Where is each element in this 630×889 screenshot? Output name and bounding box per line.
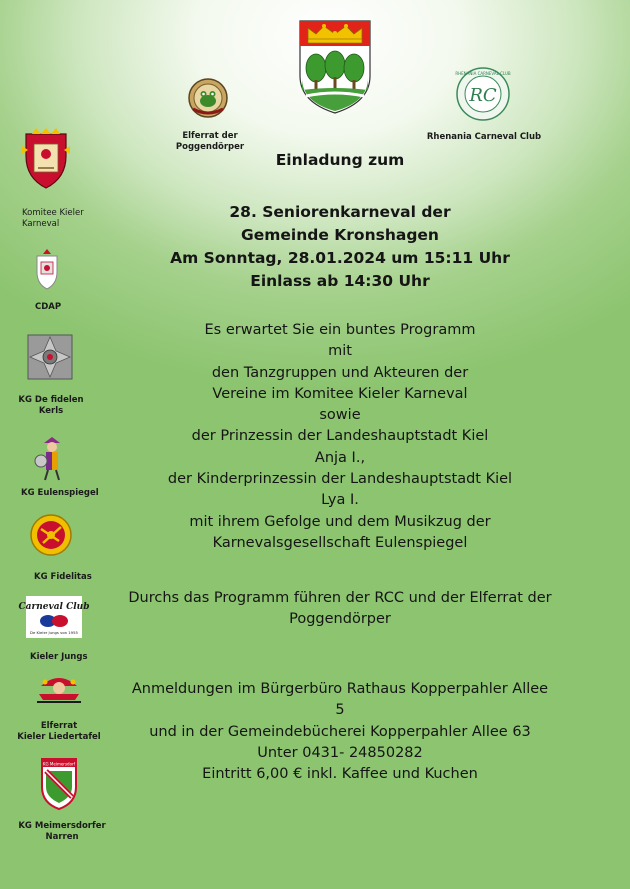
heading-line: Am Sonntag, 28.01.2024 um 15:11 Uhr (170, 249, 510, 267)
label-komitee: Komitee Kieler Karneval (22, 208, 84, 229)
meimersdorf-crest-icon (40, 757, 78, 811)
program-line: mit ihrem Gefolge und dem Musikzug der (189, 513, 491, 530)
rhenania-logo-icon (455, 66, 511, 122)
kieler-jungs-logo-icon (18, 596, 90, 638)
eulenspiegel-jester-icon (34, 435, 70, 481)
komitee-crest-icon (22, 128, 70, 194)
label-liedertafel: Elferrat Kieler Liedertafel (17, 721, 101, 742)
invitation-heading (110, 201, 570, 293)
program-line: der Kinderprinzessin der Landeshauptstadt Kiel (167, 471, 513, 488)
label-fidelitas: KG Fidelitas (34, 572, 92, 582)
registration-block (110, 679, 570, 785)
host-block (110, 588, 570, 631)
label-elferrat-poggendoerper: Elferrat der Poggendörper (175, 131, 245, 152)
fidelitas-emblem-icon (29, 513, 73, 557)
label-fidelen-kerls: KG De fidelen Kerls (18, 395, 84, 416)
host-line: Poggendörper (289, 611, 391, 628)
program-line: der Prinzessin der Landeshauptstadt Kiel (191, 428, 489, 445)
program-line: Anja I., (314, 449, 366, 466)
invitation-intro: Einladung zum (275, 151, 405, 169)
registration-line: Unter 0431- 24850282 (257, 744, 423, 761)
registration-line: Anmeldungen im Bürgerbüro Rathaus Kopperpahler Allee (131, 681, 549, 697)
fidelen-kerls-emblem-icon (26, 333, 74, 381)
program-line: Lya I. (321, 492, 359, 509)
program-line: Es erwartet Sie ein buntes Programm (204, 322, 476, 338)
frog-emblem-icon (187, 77, 229, 119)
registration-line: und in der Gemeindebücherei Kopperpahler Allee 63 (149, 723, 531, 740)
host-line: Durchs das Programm führen der RCC und der Elferrat der (128, 590, 552, 606)
registration-line: Eintritt 6,00 € inkl. Kaffee und Kuchen (202, 766, 478, 783)
heading-line: Gemeinde Kronshagen (241, 226, 439, 244)
program-line: den Tanzgruppen und Akteuren der (211, 364, 469, 381)
program-line: mit (328, 343, 352, 360)
heading-line: Einlass ab 14:30 Uhr (250, 272, 430, 290)
program-block (110, 320, 570, 554)
program-line: sowie (319, 407, 361, 424)
kronshagen-crest-icon (296, 18, 374, 116)
label-meimersdorf: KG Meimersdorfer Narren (18, 821, 106, 842)
program-line: Vereine im Komitee Kieler Karneval (212, 385, 468, 402)
registration-line: 5 (335, 702, 345, 719)
kieler-jungs-sub-text: De Kieler Jungs von 1955 (30, 630, 78, 635)
label-rhenania: Rhenania Carneval Club (426, 132, 542, 142)
liedertafel-emblem-icon (35, 672, 83, 706)
rhenania-logo-text: RHENANIA CARNEVAL CLUB (455, 71, 511, 76)
meimersdorf-logo-text: KG Meimersdorf (42, 761, 76, 767)
heading-line: 28. Seniorenkarneval der (229, 203, 451, 221)
label-cdap: CDAP (35, 302, 62, 312)
kieler-jungs-logo-text: Carneval Club (18, 602, 90, 612)
label-eulenspiegel: KG Eulenspiegel (21, 488, 99, 498)
label-kieler-jungs: Kieler Jungs (30, 652, 88, 662)
program-line: Karnevalsgesellschaft Eulenspiegel (212, 534, 468, 551)
cdap-crest-icon (34, 248, 60, 290)
svg-text:RC: RC (469, 85, 497, 106)
